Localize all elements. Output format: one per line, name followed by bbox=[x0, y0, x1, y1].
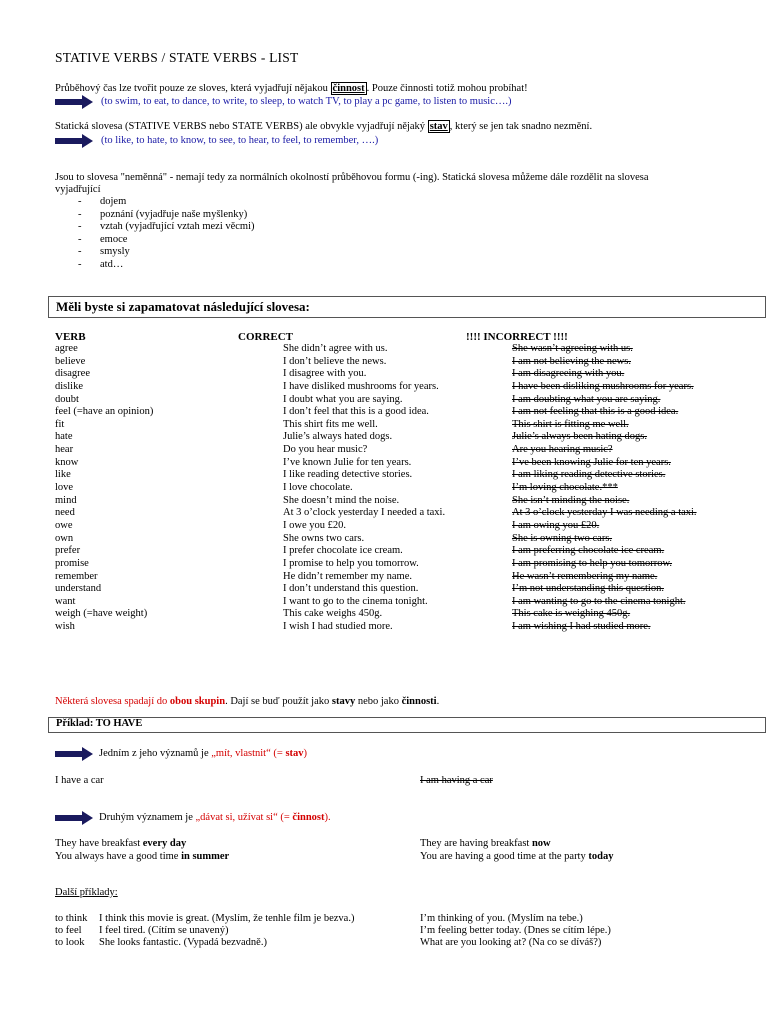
meaning-text: (= bbox=[277, 812, 293, 823]
verb-cell: mind bbox=[55, 494, 77, 506]
verb-cell: owe bbox=[55, 519, 73, 531]
incorrect-cell: I’m not understanding this question. bbox=[512, 583, 664, 595]
verb-cell: agree bbox=[55, 343, 78, 354]
incorrect-cell: At 3 o’clock yesterday I was needing a taxi. bbox=[512, 507, 697, 519]
verb-cell: want bbox=[55, 595, 76, 607]
section-heading-box bbox=[48, 296, 766, 318]
verb-cell: doubt bbox=[55, 393, 79, 405]
list-item bbox=[78, 234, 255, 247]
correct-cell: I’ve known Julie for ten years. bbox=[283, 456, 412, 468]
incorrect-cell: I am owing you £20. bbox=[512, 519, 600, 531]
unchanging-paragraph-line1: Jsou to slovesa "neměnná" - nemají tedy za normálních okolností průběhovou formu (-ing). Statická slovesa můžeme dále rozdělit na slovesa bbox=[55, 172, 649, 183]
table-row bbox=[0, 558, 768, 571]
incorrect-cell: I am wanting to go to the cinema tonight. bbox=[512, 595, 686, 607]
example-activities: (to swim, to eat, to dance, to write, to sleep, to watch TV, to play a pc game, to listen to music….) bbox=[101, 96, 512, 107]
verb-cell: dislike bbox=[55, 380, 83, 392]
list-dash: - bbox=[78, 196, 82, 207]
more-examples-heading: Další příklady: bbox=[55, 887, 118, 898]
correct-cell: I like reading detective stories. bbox=[283, 469, 413, 481]
arrow-right-icon bbox=[55, 811, 93, 825]
intro-text-end: . Pouze činnosti totiž mohou probíhat! bbox=[366, 83, 528, 94]
incorrect-cell: I am disagreeing with you. bbox=[512, 368, 625, 380]
list-dash: - bbox=[78, 208, 82, 220]
intro-text: Průběhový čas lze tvořit pouze ze sloves, která vyjadřují nějakou bbox=[55, 83, 331, 94]
note-highlight: obou skupin bbox=[169, 696, 226, 707]
incorrect-cell: I’m loving chocolate.*** bbox=[512, 482, 618, 494]
example-have-car: I have a car bbox=[55, 775, 104, 786]
example-bold: in summer bbox=[181, 851, 230, 862]
example-having-car: I am having a car bbox=[420, 775, 493, 786]
incorrect-cell: This shirt is fitting me well. bbox=[512, 418, 629, 430]
correct-cell: I don’t understand this question. bbox=[283, 583, 419, 595]
correct-cell: I doubt what you are saying. bbox=[283, 393, 403, 405]
table-row bbox=[0, 368, 768, 381]
arrow-right-icon bbox=[55, 747, 93, 761]
example-states: (to like, to hate, to know, to see, to hear, to feel, to remember, ….) bbox=[101, 135, 379, 146]
example-heading: Příklad: TO HAVE bbox=[56, 718, 143, 729]
incorrect-cell: He wasn’t remembering my name. bbox=[512, 570, 658, 582]
stative-text: Statická slovesa (STATIVE VERBS nebo STATE VERBS) ale obvykle vyjadřují nějaký bbox=[55, 121, 428, 132]
correct-cell: She didn’t agree with us. bbox=[283, 343, 388, 354]
page-title: STATIVE VERBS / STATE VERBS - LIST bbox=[55, 50, 299, 65]
example-text: You always have a good time bbox=[55, 851, 182, 862]
table-row bbox=[0, 507, 768, 520]
example-verb: to look bbox=[55, 937, 85, 948]
meaning-bold: činnost bbox=[292, 812, 325, 823]
incorrect-cell: I am not believing the news. bbox=[512, 355, 631, 367]
column-header-incorrect: !!!! INCORRECT !!!! bbox=[466, 331, 568, 343]
list-item-text: smysly bbox=[100, 246, 130, 258]
meaning-text: Druhým významem je bbox=[99, 812, 196, 823]
table-row bbox=[0, 419, 768, 432]
correct-cell: I disagree with you. bbox=[283, 368, 367, 380]
list-dash: - bbox=[78, 233, 82, 245]
list-dash: - bbox=[78, 221, 82, 233]
list-item bbox=[78, 259, 255, 272]
verb-cell: like bbox=[55, 469, 71, 481]
example-heading-box bbox=[48, 717, 766, 733]
meaning-activity bbox=[99, 812, 331, 823]
correct-cell: She owns two cars. bbox=[283, 532, 365, 544]
section-heading: Měli byste si zapamatovat následující slovesa: bbox=[56, 299, 310, 314]
table-row bbox=[0, 343, 768, 356]
example-continuous: I’m thinking of you. (Myslím na tebe.) bbox=[420, 913, 583, 924]
unchanging-paragraph-line2: vyjadřující bbox=[55, 184, 101, 195]
verb-table bbox=[0, 343, 768, 634]
note-bold-cinnosti: činnosti bbox=[401, 696, 437, 707]
note-text: nebo jako bbox=[355, 696, 402, 707]
example-simple: She looks fantastic. (Vypadá bezvadně.) bbox=[99, 937, 267, 948]
verb-cell: need bbox=[55, 507, 75, 519]
example-text: They are having breakfast bbox=[420, 838, 532, 849]
table-row bbox=[0, 457, 768, 470]
table-row bbox=[0, 621, 768, 634]
boxed-word-cinnost: činnost bbox=[332, 83, 365, 94]
meaning-text: Jedním z jeho významů je bbox=[99, 748, 212, 759]
list-dash: - bbox=[78, 246, 82, 258]
example-verb: to think bbox=[55, 913, 88, 924]
incorrect-cell: I am not feeling that this is a good idea. bbox=[512, 406, 679, 418]
example-text: You are having a good time at the party bbox=[420, 851, 589, 862]
verb-cell: weigh (=have weight) bbox=[55, 608, 148, 620]
correct-cell: She doesn’t mind the noise. bbox=[283, 494, 400, 506]
incorrect-cell: I am liking reading detective stories. bbox=[512, 469, 666, 481]
table-row bbox=[0, 482, 768, 495]
correct-cell: I want to go to the cinema tonight. bbox=[283, 595, 428, 607]
both-groups-note bbox=[55, 696, 439, 707]
example-breakfast-every-day bbox=[55, 838, 186, 849]
incorrect-cell: She wasn’t agreeing with us. bbox=[512, 343, 633, 354]
correct-cell: I owe you £20. bbox=[283, 519, 346, 531]
verb-cell: wish bbox=[55, 621, 75, 633]
list-item-text: poznání (vyjadřuje naše myšlenky) bbox=[100, 208, 248, 220]
list-item bbox=[78, 221, 255, 234]
incorrect-cell: Are you hearing music? bbox=[512, 444, 613, 456]
category-list bbox=[78, 196, 255, 272]
column-header-correct: CORRECT bbox=[238, 331, 294, 343]
table-row bbox=[0, 583, 768, 596]
incorrect-cell: Julie’s always been hating dogs. bbox=[512, 431, 648, 443]
incorrect-cell: I am preferring chocolate ice cream. bbox=[512, 545, 665, 557]
table-row bbox=[0, 381, 768, 394]
incorrect-cell: She is owning two cars. bbox=[512, 532, 613, 544]
example-good-time-today bbox=[420, 851, 613, 862]
verb-cell: feel (=have an opinion) bbox=[55, 406, 154, 418]
table-row bbox=[0, 406, 768, 419]
incorrect-cell: I am doubting what you are saying. bbox=[512, 393, 661, 405]
list-item-text: atd… bbox=[100, 258, 124, 270]
meaning-text: (= bbox=[270, 748, 286, 759]
meaning-highlight: „mít, vlastnit“ bbox=[211, 748, 271, 759]
arrow-right-icon bbox=[55, 134, 93, 148]
table-row bbox=[0, 596, 768, 609]
correct-cell: I don’t feel that this is a good idea. bbox=[283, 406, 429, 418]
example-continuous: What are you looking at? (Na co se díváš?) bbox=[420, 937, 602, 948]
table-row bbox=[0, 533, 768, 546]
table-row bbox=[0, 608, 768, 621]
table-row bbox=[0, 495, 768, 508]
table-row bbox=[0, 571, 768, 584]
correct-cell: I love chocolate. bbox=[283, 482, 353, 494]
verb-cell: believe bbox=[55, 355, 86, 367]
verb-cell: promise bbox=[55, 557, 89, 569]
verb-cell: prefer bbox=[55, 545, 81, 557]
table-row bbox=[0, 394, 768, 407]
correct-cell: I prefer chocolate ice cream. bbox=[283, 545, 403, 557]
meaning-text: ). bbox=[324, 812, 331, 823]
correct-cell: I promise to help you tomorrow. bbox=[283, 557, 419, 569]
correct-cell: I don’t believe the news. bbox=[283, 355, 387, 367]
meaning-own bbox=[99, 748, 307, 759]
example-bold: today bbox=[588, 851, 614, 862]
table-row bbox=[0, 356, 768, 369]
meaning-bold: stav bbox=[285, 748, 304, 759]
verb-cell: fit bbox=[55, 418, 65, 430]
example-bold: now bbox=[531, 838, 551, 849]
example-simple: I think this movie is great. (Myslím, že tenhle film je bezva.) bbox=[99, 913, 355, 924]
verb-cell: know bbox=[55, 456, 79, 468]
list-item-text: vztah (vyjadřující vztah mezi věcmi) bbox=[100, 221, 255, 233]
incorrect-cell: I’ve been knowing Julie for ten years. bbox=[512, 456, 671, 468]
incorrect-cell: This cake is weighing 450g. bbox=[512, 608, 631, 620]
correct-cell: This shirt fits me well. bbox=[283, 418, 378, 430]
example-breakfast-now bbox=[420, 838, 551, 849]
list-item bbox=[78, 209, 255, 222]
incorrect-cell: She isn’t minding the noise. bbox=[512, 494, 630, 506]
verb-cell: own bbox=[55, 532, 74, 544]
verb-cell: love bbox=[55, 482, 74, 494]
list-dash: - bbox=[78, 258, 82, 270]
example-simple: I feel tired. (Cítím se unavený) bbox=[99, 925, 229, 936]
list-item bbox=[78, 246, 255, 259]
verb-cell: remember bbox=[55, 570, 98, 582]
list-item-text: emoce bbox=[100, 233, 128, 245]
example-verb: to feel bbox=[55, 925, 82, 936]
boxed-word-stav: stav bbox=[429, 121, 448, 132]
verb-cell: understand bbox=[55, 583, 102, 595]
verb-cell: hate bbox=[55, 431, 73, 443]
example-good-time-summer bbox=[55, 851, 229, 862]
correct-cell: Julie’s always hated dogs. bbox=[283, 431, 393, 443]
table-row bbox=[0, 469, 768, 482]
note-bold-stavy: stavy bbox=[331, 696, 356, 707]
arrow-right-icon bbox=[55, 95, 93, 109]
list-item bbox=[78, 196, 255, 209]
table-row bbox=[0, 431, 768, 444]
intro-paragraph bbox=[55, 83, 528, 94]
verb-cell: disagree bbox=[55, 368, 90, 380]
note-text: Některá slovesa spadají do bbox=[55, 696, 170, 707]
correct-cell: I have disliked mushrooms for years. bbox=[283, 380, 439, 392]
stative-text-end: , který se jen tak snadno nezmění. bbox=[449, 121, 593, 132]
correct-cell: This cake weighs 450g. bbox=[283, 608, 383, 620]
example-text: They have breakfast bbox=[55, 838, 143, 849]
correct-cell: At 3 o’clock yesterday I needed a taxi. bbox=[283, 507, 446, 519]
table-row bbox=[0, 520, 768, 533]
correct-cell: I wish I had studied more. bbox=[283, 621, 393, 633]
table-row bbox=[0, 444, 768, 457]
correct-cell: Do you hear music? bbox=[283, 444, 368, 456]
example-continuous: I’m feeling better today. (Dnes se cítím lépe.) bbox=[420, 925, 611, 936]
verb-cell: hear bbox=[55, 444, 74, 456]
note-text: . Dají se buď použít jako bbox=[225, 696, 332, 707]
stative-paragraph bbox=[55, 121, 592, 132]
note-text: . bbox=[436, 696, 440, 707]
table-row bbox=[0, 545, 768, 558]
incorrect-cell: I am promising to help you tomorrow. bbox=[512, 557, 673, 569]
meaning-text: ) bbox=[303, 748, 308, 759]
example-bold: every day bbox=[142, 838, 187, 849]
meaning-highlight: „dávat si, užívat si“ bbox=[195, 812, 278, 823]
correct-cell: He didn’t remember my name. bbox=[283, 570, 412, 582]
incorrect-cell: I have been disliking mushrooms for years. bbox=[512, 380, 694, 392]
incorrect-cell: I am wishing I had studied more. bbox=[512, 621, 651, 633]
column-header-verb: VERB bbox=[55, 331, 86, 343]
list-item-text: dojem bbox=[100, 196, 127, 207]
